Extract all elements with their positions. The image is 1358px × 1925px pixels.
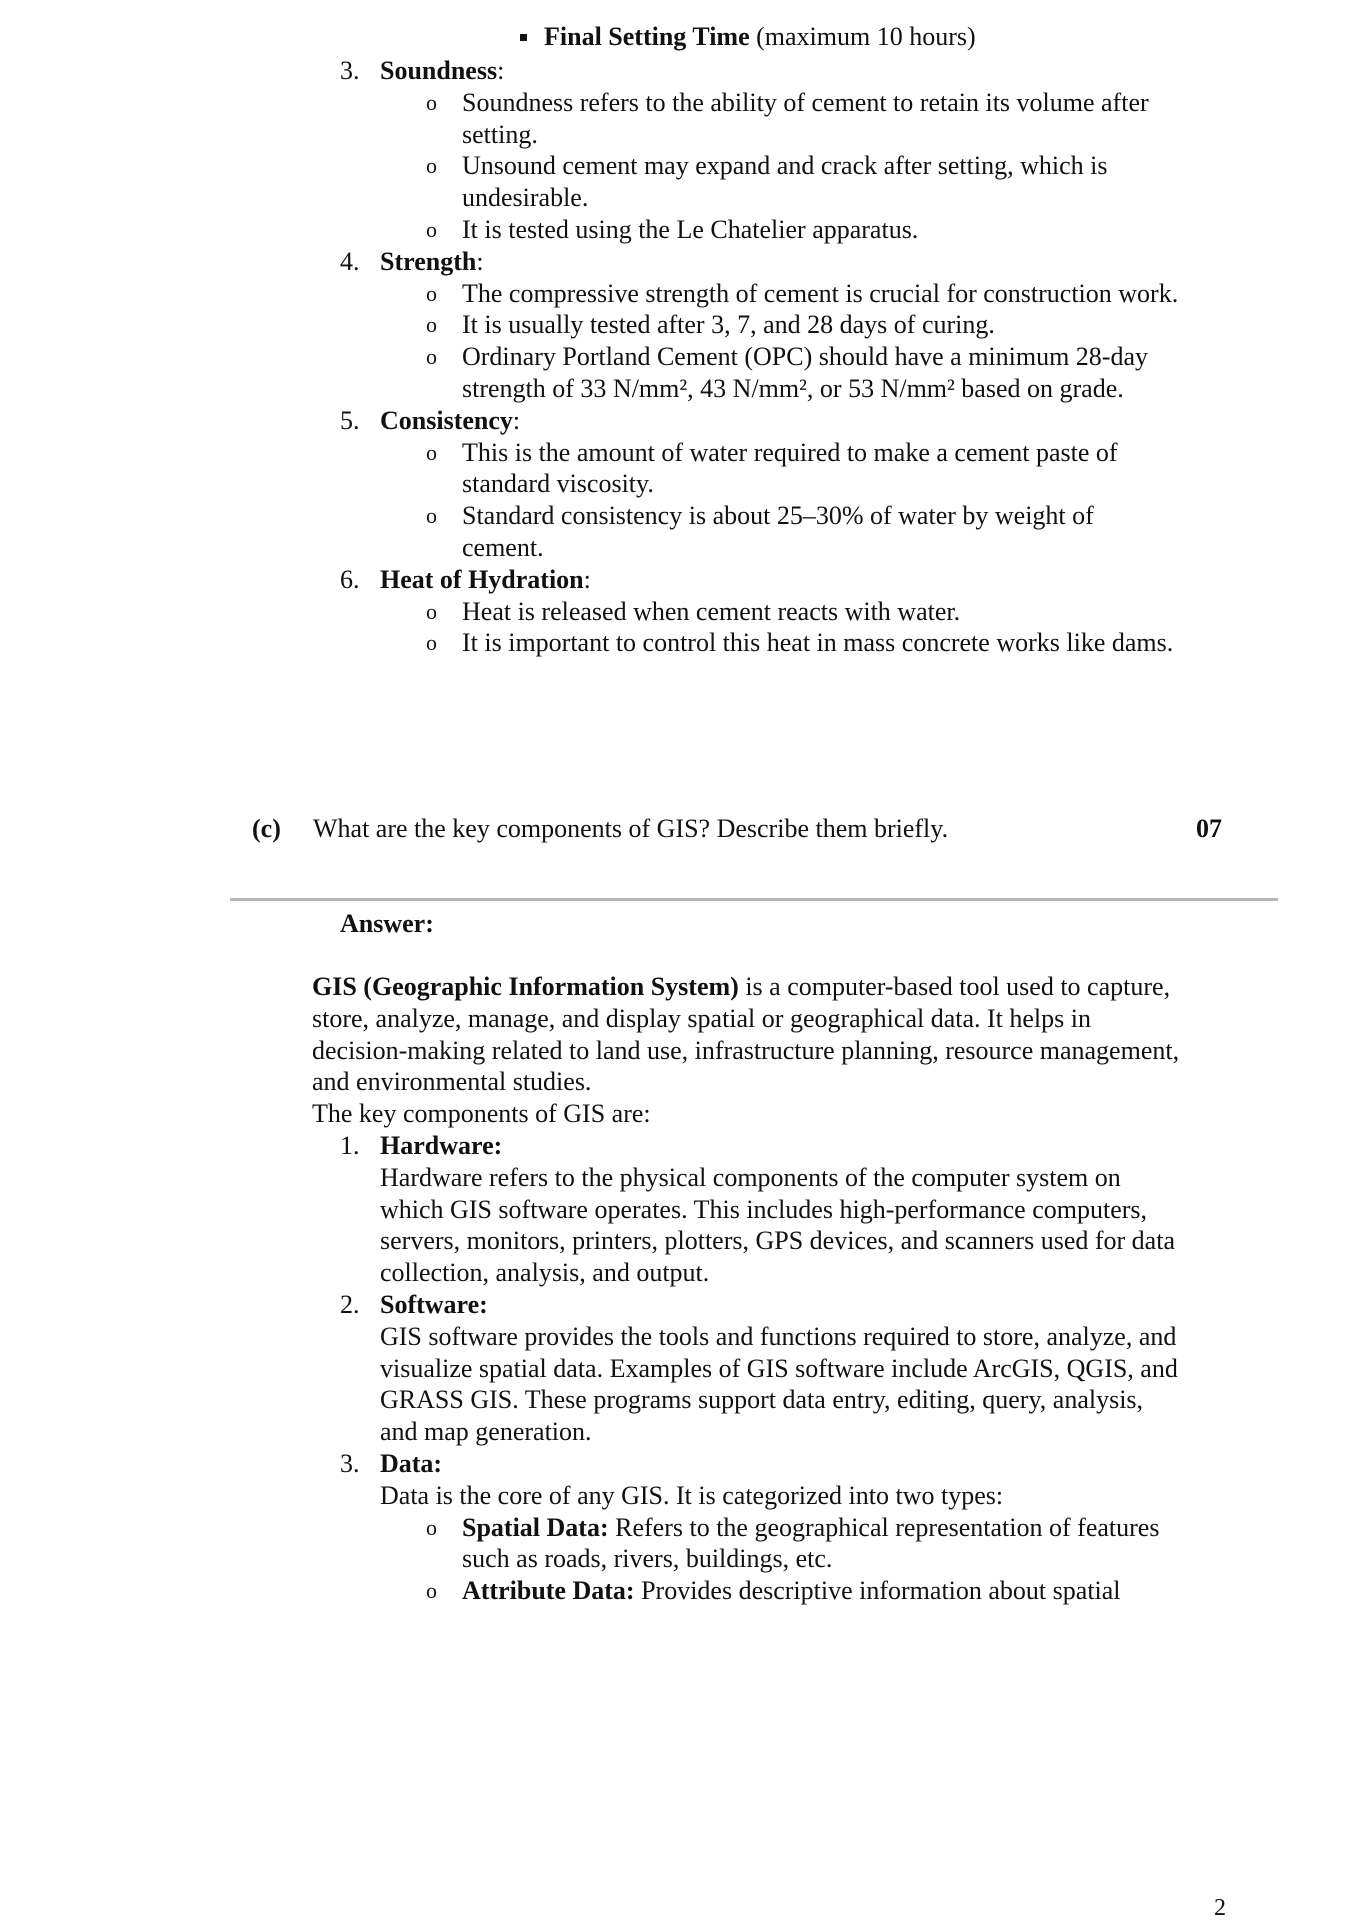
item-title: Consistency: [380, 405, 513, 435]
component-software: [312, 1289, 1182, 1448]
item-title: Heat of Hydration: [380, 564, 584, 594]
list-item: o Soundness refers to the ability of cement to retain its volume after setting.: [426, 87, 1149, 149]
question-marks: 07: [1196, 814, 1222, 843]
circle-bullet-icon: o: [426, 312, 437, 338]
item-title: Software:: [380, 1289, 488, 1319]
gis-intro: GIS (Geographic Information System) is a computer-based tool used to capture, store, analyze, manage, and display spatial or geographical data. It helps in decision-making related to land use, infrastructure planning, resource management, and environmental studies.: [312, 972, 1180, 1097]
circle-bullet-icon: o: [426, 503, 437, 529]
gis-components-list: [312, 1130, 1182, 1607]
property-strength: 4. Strength: o The compressive strength of cement is crucial for construction work. o It is usually tested after 3, 7, and 28 days of curing. o Ordinary Portland Cement (OPC) should have a minimum 28-day strength of 33 N/mm², 43 N/mm², or 53 N/mm² based on grade.: [340, 246, 1179, 403]
list-item: o Unsound cement may expand and crack after setting, which is undesirable.: [426, 151, 1108, 213]
circle-bullet-icon: o: [426, 344, 437, 370]
item-number: 3.: [340, 56, 360, 85]
property-soundness: 3. Soundness: o Soundness refers to the ability of cement to retain its volume after setting. o Unsound cement may expand and crack after setting, which is undesirable. o It is tested using the Le Chatelier apparatus.: [340, 55, 1180, 246]
bullet-bold: Final Setting Time: [544, 22, 750, 51]
list-item: o Spatial Data: Refers to the geographical representation of features such as roads, rivers, buildings, etc.: [426, 1512, 1160, 1574]
list-item: o This is the amount of water required to make a cement paste of standard viscosity.: [426, 437, 1118, 499]
data-types-list: [312, 1512, 1182, 1607]
property-heat-of-hydration: 6. Heat of Hydration: o Heat is released when cement reacts with water. o It is important to control this heat in mass concrete works like dams.: [340, 564, 1180, 659]
list-item: o Heat is released when cement reacts with water.: [426, 596, 961, 626]
item-number: 1.: [340, 1130, 360, 1160]
item-title: Data:: [380, 1448, 443, 1478]
question-label: (c): [252, 814, 281, 843]
circle-bullet-icon: o: [426, 216, 437, 242]
section-divider: [230, 898, 1278, 901]
circle-bullet-icon: o: [426, 153, 437, 179]
list-item: o Attribute Data: Provides descriptive information about spatial: [426, 1576, 1121, 1606]
list-item: o Ordinary Portland Cement (OPC) should have a minimum 28-day strength of 33 N/mm², 43 N/mm², or 53 N/mm² based on grade.: [426, 342, 1149, 403]
component-text: Hardware refers to the physical components of the computer system on which GIS software operates. This includes high-performance computers, servers, monitors, printers, plotters, GPS devices, and scanners used for data collection, analysis, and output.: [380, 1162, 1175, 1288]
question-text: What are the key components of GIS? Describe them briefly.: [313, 814, 949, 843]
bullet-rest: (maximum 10 hours): [749, 22, 976, 51]
item-title: Hardware:: [380, 1130, 503, 1160]
square-bullet-icon: [520, 34, 527, 41]
circle-bullet-icon: o: [426, 630, 437, 656]
component-hardware: [312, 1130, 1182, 1289]
item-number: 2.: [340, 1289, 360, 1319]
component-text: Data is the core of any GIS. It is categorized into two types:: [380, 1480, 1004, 1510]
list-item: o It is tested using the Le Chatelier apparatus.: [426, 214, 919, 244]
circle-bullet-icon: o: [426, 280, 437, 306]
circle-bullet-icon: o: [426, 1578, 437, 1604]
circle-bullet-icon: o: [426, 439, 437, 465]
item-number: 3.: [340, 1448, 360, 1478]
item-number: 6.: [340, 564, 360, 594]
circle-bullet-icon: o: [426, 89, 437, 115]
answer-label: Answer:: [340, 909, 434, 938]
circle-bullet-icon: o: [426, 1514, 437, 1540]
list-item: o It is usually tested after 3, 7, and 28 days of curing.: [426, 310, 995, 340]
page-number: 2: [1214, 1895, 1226, 1921]
component-data: [312, 1448, 1182, 1607]
property-consistency: 5. Consistency: o This is the amount of water required to make a cement paste of standard viscosity. o Standard consistency is about 25–30% of water by weight of cement.: [340, 405, 1180, 564]
item-title: Strength: [380, 246, 477, 276]
list-item: o Standard consistency is about 25–30% of water by weight of cement.: [426, 501, 1094, 562]
item-number: 4.: [340, 246, 360, 276]
components-heading: The key components of GIS are:: [312, 1099, 651, 1129]
list-item: o It is important to control this heat in mass concrete works like dams.: [426, 628, 1174, 658]
component-text: GIS software provides the tools and functions required to store, analyze, and visualize spatial data. Examples of GIS software include ArcGIS, QGIS, and GRASS GIS. These programs support data entry, editing, query, analysis, and map generation.: [380, 1321, 1178, 1447]
item-title: Soundness: [380, 56, 498, 85]
item-number: 5.: [340, 405, 360, 435]
cement-properties-list: [340, 55, 1180, 659]
circle-bullet-icon: o: [426, 598, 437, 624]
list-item: o The compressive strength of cement is crucial for construction work.: [426, 278, 1179, 308]
answer-body: [312, 971, 1182, 1607]
